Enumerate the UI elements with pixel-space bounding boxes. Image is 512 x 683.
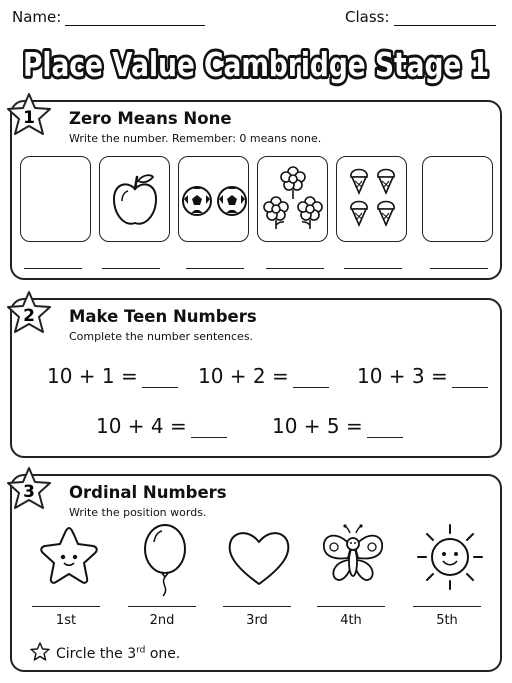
- section-number-star-icon: [6, 290, 52, 336]
- picture-box-ice-creams: [336, 156, 407, 242]
- section-title: Zero Means None: [69, 109, 232, 128]
- title-text: Place Value Cambridge Stage 1: [23, 45, 489, 84]
- answer-line[interactable]: [24, 268, 82, 269]
- equation-blank[interactable]: [293, 368, 329, 388]
- name-line[interactable]: [65, 12, 205, 26]
- ordinal-label: 5th: [436, 613, 458, 628]
- section-title: Make Teen Numbers: [69, 307, 257, 326]
- equation-text: 10 + 3 =: [357, 364, 448, 388]
- smiling-star-icon: [34, 522, 104, 592]
- picture-box-balls: [178, 156, 249, 242]
- name-label: Name:: [12, 8, 62, 26]
- ordinal-label: 3rd: [246, 613, 268, 628]
- section-instruction: Write the position words.: [69, 506, 207, 519]
- apple-icon: [100, 157, 171, 243]
- section-ordinal-numbers: [10, 474, 502, 672]
- circle-instruction-text: Circle the 3: [56, 646, 137, 662]
- equation: [47, 364, 178, 388]
- section-instruction: Complete the number sentences.: [69, 330, 254, 343]
- heart-icon: [224, 522, 294, 592]
- class-field[interactable]: [345, 8, 496, 26]
- section-number: 2: [23, 306, 35, 326]
- class-line[interactable]: [394, 12, 496, 26]
- ordinal-label: 1st: [55, 613, 77, 628]
- ordinal-label: 2nd: [149, 613, 175, 628]
- soccer-ball-icon: [179, 157, 250, 243]
- picture-box-apple: [99, 156, 170, 242]
- picture-box-empty: [20, 156, 91, 242]
- equation: [96, 414, 227, 438]
- equation: [357, 364, 488, 388]
- section-title: Ordinal Numbers: [69, 483, 227, 502]
- equation: [272, 414, 403, 438]
- equation-blank[interactable]: [142, 368, 178, 388]
- star-outline-icon: [30, 642, 50, 662]
- position-word-line[interactable]: [128, 606, 196, 607]
- circle-instruction-suffix: one.: [145, 646, 181, 662]
- answer-line[interactable]: [430, 268, 488, 269]
- equation: [198, 364, 329, 388]
- section-instruction: Write the number. Remember: 0 means none.: [69, 132, 322, 145]
- circle-instruction: [30, 642, 180, 662]
- circle-instruction-sup: rd: [136, 645, 146, 656]
- equation-blank[interactable]: [191, 418, 227, 438]
- position-word-line[interactable]: [32, 606, 100, 607]
- section-make-teen-numbers: [10, 298, 502, 458]
- ice-cream-icon: [337, 157, 408, 243]
- ordinal-label: 4th: [340, 613, 362, 628]
- section-number: 1: [23, 108, 35, 128]
- section-number: 3: [23, 482, 35, 502]
- answer-line[interactable]: [186, 268, 244, 269]
- equation-text: 10 + 4 =: [96, 414, 187, 438]
- section-number-star-icon: [6, 92, 52, 138]
- position-word-line[interactable]: [223, 606, 291, 607]
- butterfly-icon: [318, 522, 388, 592]
- equation-text: 10 + 5 =: [272, 414, 363, 438]
- class-label: Class:: [345, 8, 390, 26]
- flower-icon: [258, 157, 329, 243]
- worksheet-title: [0, 32, 512, 92]
- picture-box-empty: [422, 156, 493, 242]
- answer-line[interactable]: [102, 268, 160, 269]
- balloon-icon: [130, 522, 200, 598]
- name-field[interactable]: [12, 8, 205, 26]
- picture-box-flowers: [257, 156, 328, 242]
- position-word-line[interactable]: [413, 606, 481, 607]
- equation-blank[interactable]: [452, 368, 488, 388]
- equation-text: 10 + 2 =: [198, 364, 289, 388]
- section-number-star-icon: [6, 466, 52, 512]
- equation-blank[interactable]: [367, 418, 403, 438]
- sun-icon: [415, 522, 485, 592]
- position-word-line[interactable]: [317, 606, 385, 607]
- equation-text: 10 + 1 =: [47, 364, 138, 388]
- answer-line[interactable]: [344, 268, 402, 269]
- section-zero-means-none: [10, 100, 502, 280]
- answer-line[interactable]: [266, 268, 324, 269]
